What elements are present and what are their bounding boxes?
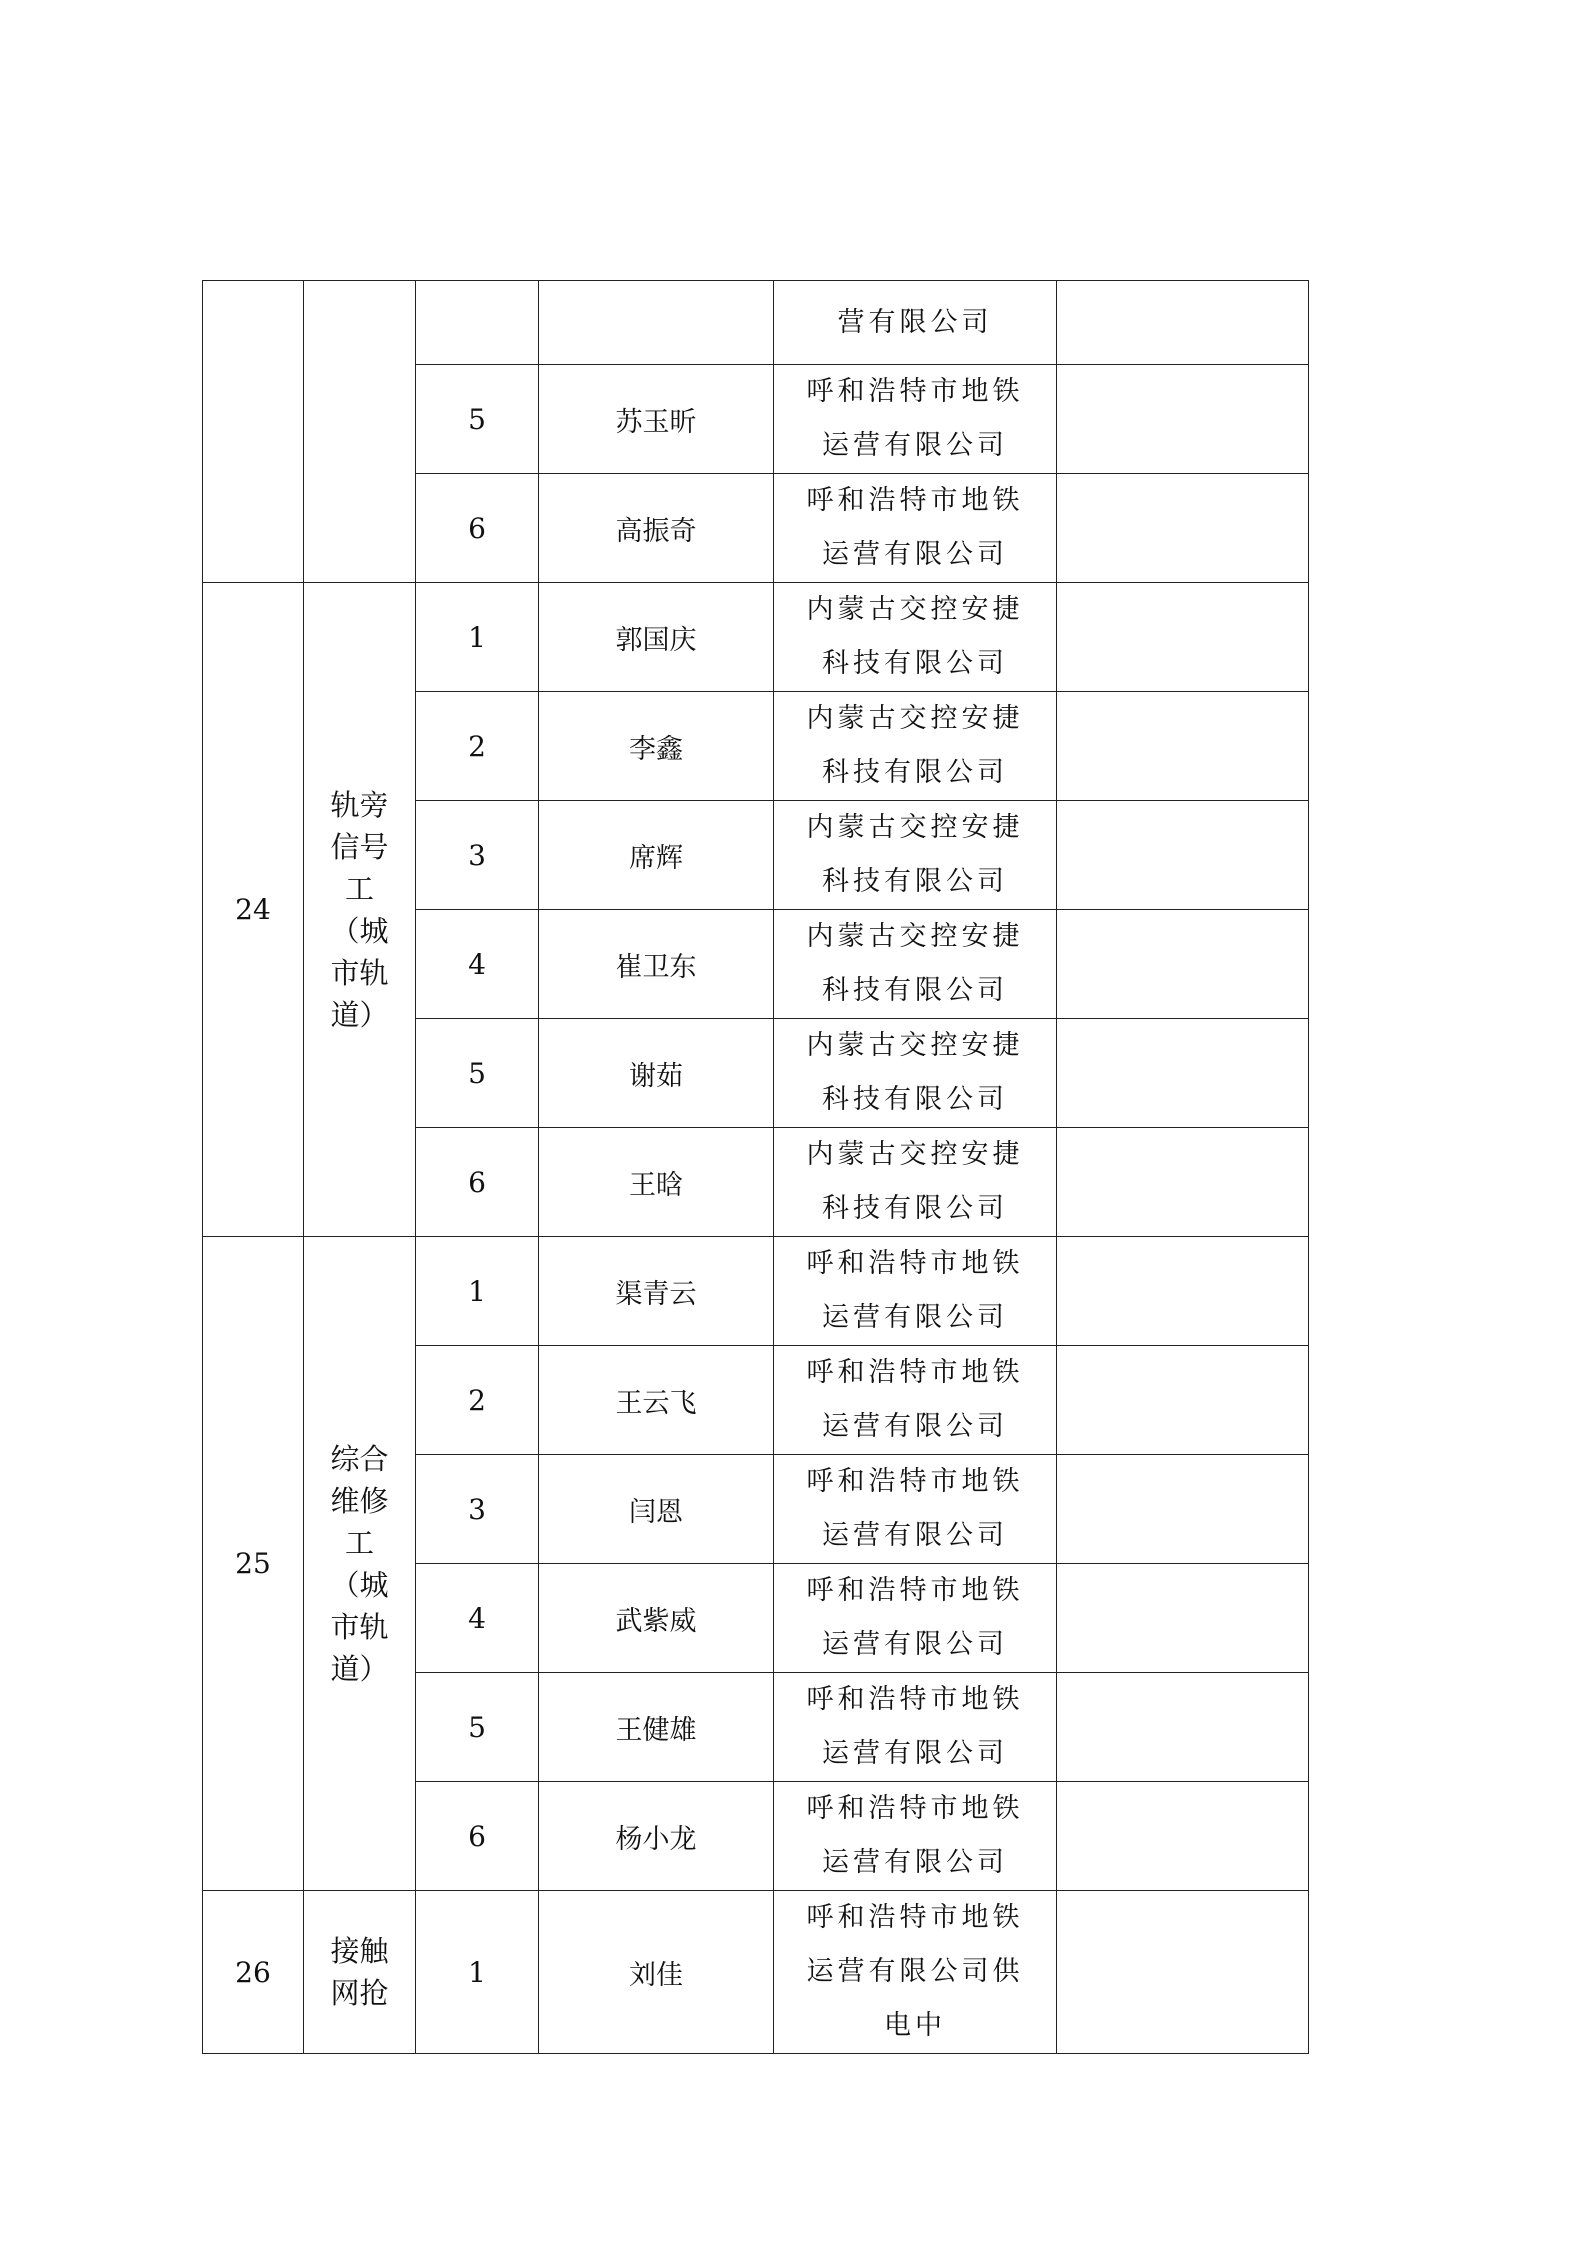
seq-cell: 3	[416, 1455, 539, 1564]
company-name: 呼和浩特市地铁运营有限公司	[806, 1575, 1024, 1660]
name-cell: 郭国庆	[539, 583, 774, 692]
personnel-table	[202, 280, 1309, 2054]
company-cell	[774, 910, 1057, 1019]
name-cell: 王健雄	[539, 1673, 774, 1782]
company-name: 呼和浩特市地铁运营有限公司	[806, 1466, 1024, 1551]
company-cell	[774, 1346, 1057, 1455]
seq-cell: 4	[416, 910, 539, 1019]
company-cell	[774, 281, 1057, 365]
name-cell: 杨小龙	[539, 1782, 774, 1891]
company-cell	[774, 1782, 1057, 1891]
company-name: 内蒙古交控安捷科技有限公司	[806, 1139, 1024, 1224]
seq-cell: 4	[416, 1564, 539, 1673]
name-cell: 李鑫	[539, 692, 774, 801]
group-number-cell	[203, 281, 304, 583]
company-cell	[774, 1455, 1057, 1564]
company-name: 内蒙古交控安捷科技有限公司	[806, 812, 1024, 897]
group-trade-cell	[304, 583, 416, 1237]
seq-cell: 3	[416, 801, 539, 910]
seq-cell: 2	[416, 1346, 539, 1455]
trade-label: 接触网抢	[330, 1934, 389, 2010]
remark-cell	[1057, 365, 1309, 474]
seq-cell: 5	[416, 1673, 539, 1782]
name-cell: 高振奇	[539, 474, 774, 583]
seq-cell	[416, 281, 539, 365]
remark-cell	[1057, 1891, 1309, 2054]
name-cell: 刘佳	[539, 1891, 774, 2054]
company-name: 呼和浩特市地铁运营有限公司供电中	[806, 1902, 1024, 2041]
company-cell	[774, 474, 1057, 583]
seq-cell: 1	[416, 1891, 539, 2054]
remark-cell	[1057, 1237, 1309, 1346]
group-trade-cell	[304, 1891, 416, 2054]
name-cell: 王云飞	[539, 1346, 774, 1455]
company-name: 呼和浩特市地铁运营有限公司	[806, 485, 1024, 570]
seq-cell: 5	[416, 365, 539, 474]
remark-cell	[1057, 474, 1309, 583]
trade-label: 轨旁信号工（城市轨道）	[330, 787, 389, 1032]
group-number-cell: 25	[203, 1237, 304, 1891]
company-name: 内蒙古交控安捷科技有限公司	[806, 1030, 1024, 1115]
remark-cell	[1057, 1782, 1309, 1891]
table-row	[203, 1891, 1309, 2054]
seq-cell: 5	[416, 1019, 539, 1128]
group-number-cell: 26	[203, 1891, 304, 2054]
company-name: 内蒙古交控安捷科技有限公司	[806, 921, 1024, 1006]
remark-cell	[1057, 281, 1309, 365]
company-cell	[774, 583, 1057, 692]
company-cell	[774, 1019, 1057, 1128]
name-cell: 武紫威	[539, 1564, 774, 1673]
company-cell	[774, 1673, 1057, 1782]
seq-cell: 6	[416, 1782, 539, 1891]
remark-cell	[1057, 692, 1309, 801]
name-cell	[539, 281, 774, 365]
company-name: 呼和浩特市地铁运营有限公司	[806, 1357, 1024, 1442]
table-row	[203, 281, 1309, 365]
name-cell: 席辉	[539, 801, 774, 910]
company-name: 呼和浩特市地铁运营有限公司	[806, 1248, 1024, 1333]
name-cell: 闫恩	[539, 1455, 774, 1564]
name-cell: 王晗	[539, 1128, 774, 1237]
remark-cell	[1057, 1455, 1309, 1564]
remark-cell	[1057, 1673, 1309, 1782]
company-name: 呼和浩特市地铁运营有限公司	[806, 1793, 1024, 1878]
company-cell	[774, 365, 1057, 474]
table-row	[203, 1237, 1309, 1346]
remark-cell	[1057, 801, 1309, 910]
remark-cell	[1057, 1019, 1309, 1128]
remark-cell	[1057, 910, 1309, 1019]
name-cell: 谢茹	[539, 1019, 774, 1128]
name-cell: 渠青云	[539, 1237, 774, 1346]
table-row	[203, 583, 1309, 692]
company-name: 呼和浩特市地铁运营有限公司	[806, 1684, 1024, 1769]
seq-cell: 1	[416, 1237, 539, 1346]
name-cell: 崔卫东	[539, 910, 774, 1019]
group-trade-cell	[304, 1237, 416, 1891]
seq-cell: 6	[416, 474, 539, 583]
trade-label: 综合维修工（城市轨道）	[330, 1441, 389, 1686]
company-cell	[774, 1891, 1057, 2054]
company-cell	[774, 692, 1057, 801]
group-number-cell: 24	[203, 583, 304, 1237]
remark-cell	[1057, 1564, 1309, 1673]
seq-cell: 1	[416, 583, 539, 692]
company-cell	[774, 801, 1057, 910]
company-name: 呼和浩特市地铁运营有限公司	[806, 376, 1024, 461]
remark-cell	[1057, 1346, 1309, 1455]
table-body	[203, 281, 1309, 2054]
name-cell: 苏玉昕	[539, 365, 774, 474]
company-cell	[774, 1128, 1057, 1237]
seq-cell: 2	[416, 692, 539, 801]
group-trade-cell	[304, 281, 416, 583]
company-name: 营有限公司	[837, 306, 993, 338]
remark-cell	[1057, 1128, 1309, 1237]
company-name: 内蒙古交控安捷科技有限公司	[806, 594, 1024, 679]
remark-cell	[1057, 583, 1309, 692]
company-cell	[774, 1237, 1057, 1346]
company-cell	[774, 1564, 1057, 1673]
company-name: 内蒙古交控安捷科技有限公司	[806, 703, 1024, 788]
seq-cell: 6	[416, 1128, 539, 1237]
